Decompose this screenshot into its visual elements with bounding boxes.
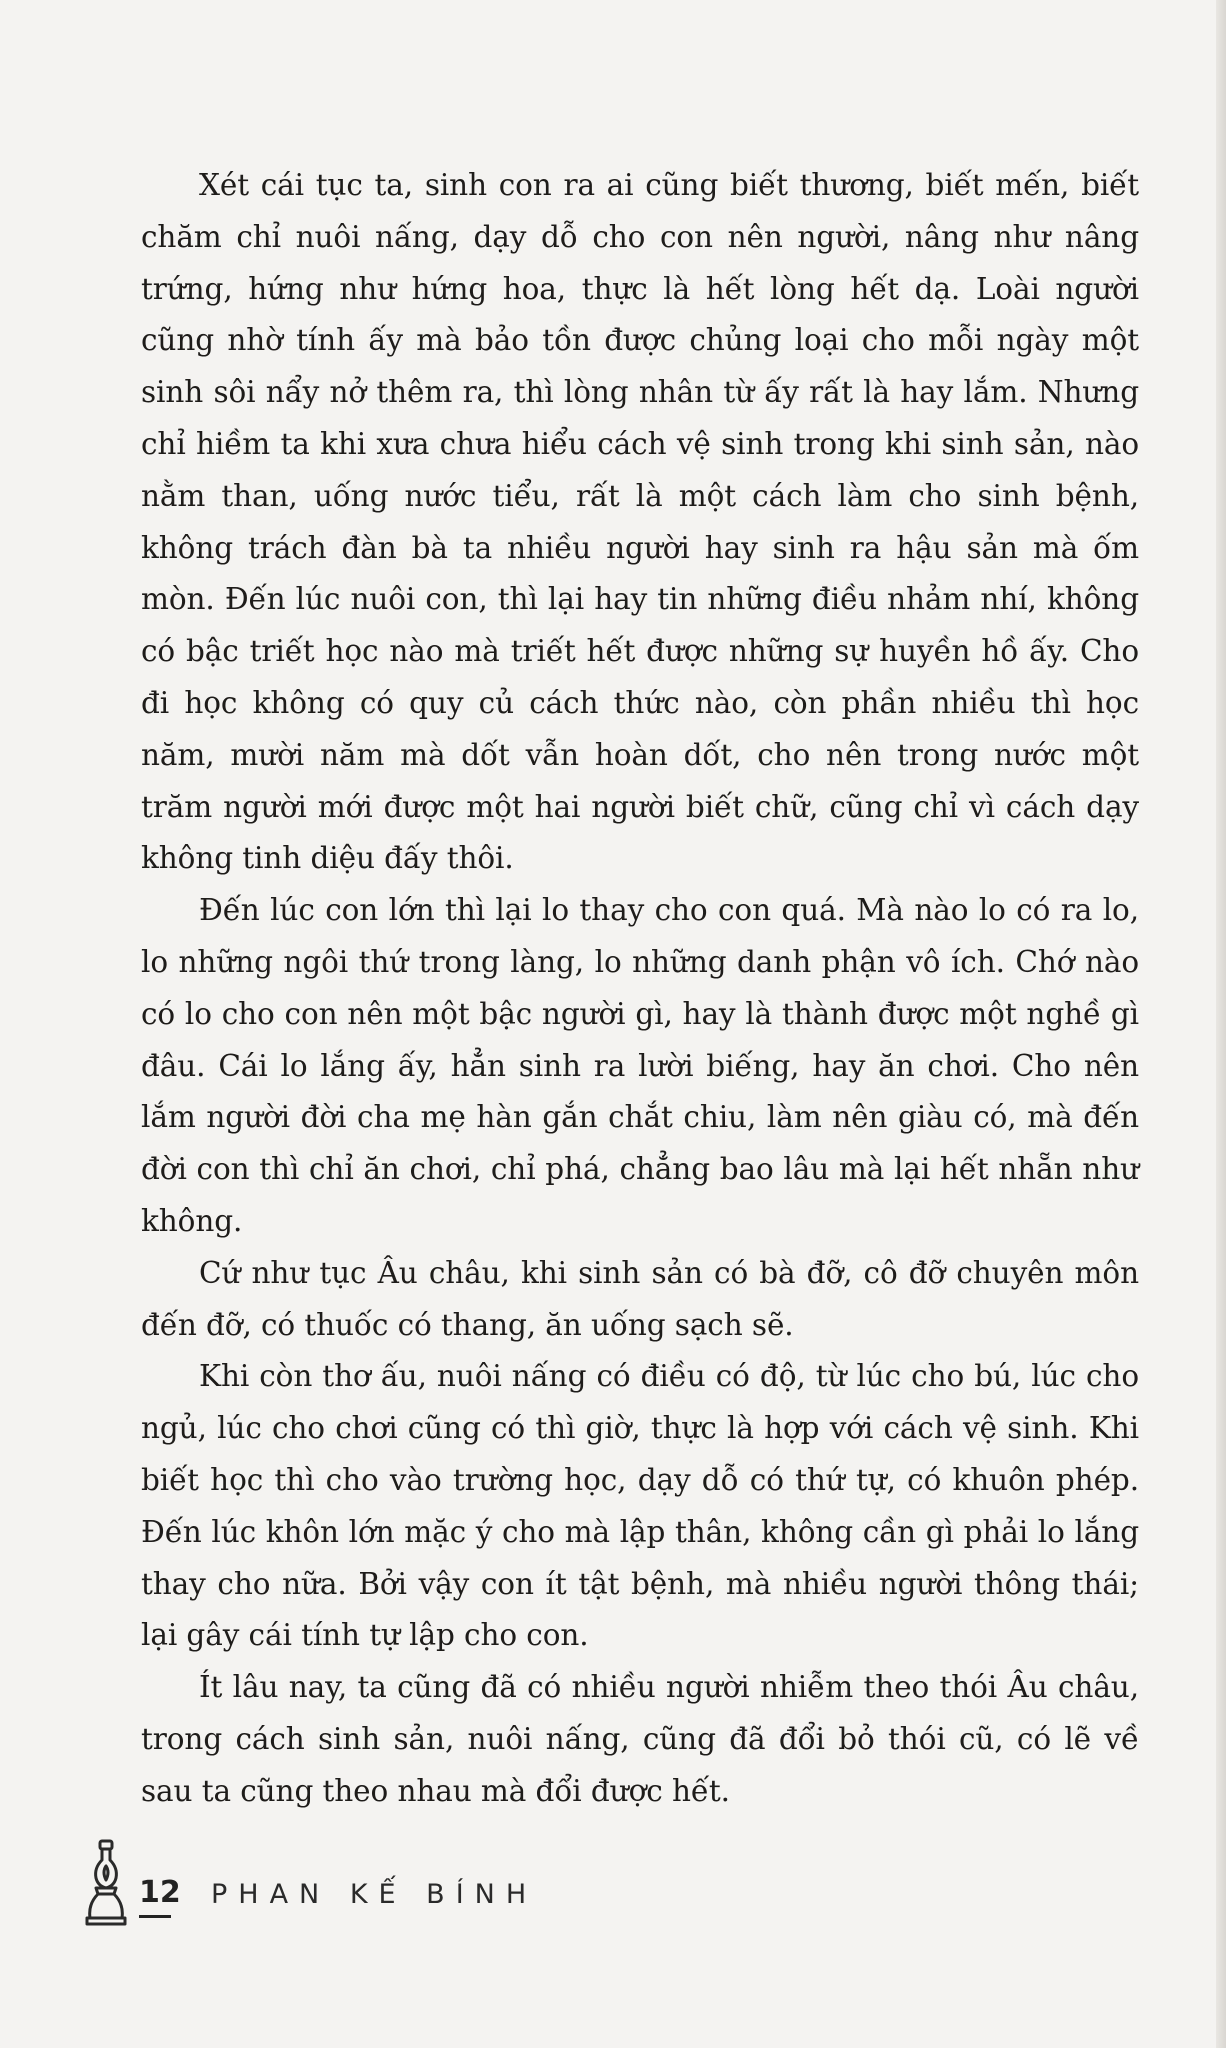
- page-number-underline: [139, 1915, 171, 1918]
- page-footer: [84, 1838, 584, 1928]
- running-footer-author: PHAN KẾ BÍNH: [211, 1879, 538, 1910]
- paragraph: Ít lâu nay, ta cũng đã có nhiều người nhiễm theo thói Âu châu, trong cách sinh sản, nuôi nấng, cũng đã đổi bỏ thói cũ, có lẽ về sau ta cũng theo nhau mà đổi được hết.: [141, 1670, 1139, 1808]
- paragraph: Cứ như tục Âu châu, khi sinh sản có bà đỡ, cô đỡ chuyên môn đến đỡ, có thuốc có thang, ăn uống sạch sẽ.: [141, 1255, 1139, 1342]
- body-text: [141, 160, 1139, 1818]
- oil-lamp-icon: [84, 1838, 130, 1928]
- paragraph: Xét cái tục ta, sinh con ra ai cũng biết thương, biết mến, biết chăm chỉ nuôi nấng, dạy dỗ cho con nên người, nâng như nâng trứng, hứng như hứng hoa, thực là hết lòng hết dạ. Loài người cũng nhờ tính ấy mà bảo tồn được chủng loại cho mỗi ngày một sinh sôi nẩy nở thêm ra, thì lòng nhân từ ấy rất là hay lắm. Nhưng chỉ hiềm ta khi xưa chưa hiểu cách vệ sinh trong khi sinh sản, nào nằm than, uống nước tiểu, rất là một cách làm cho sinh bệnh, không trách đàn bà ta nhiều người hay sinh ra hậu sản mà ốm mòn. Đến lúc nuôi con, thì lại hay tin những điều nhảm nhí, không có bậc triết học nào mà triết hết được những sự huyền hồ ấy. Cho đi học không có quy củ cách thức nào, còn phần nhiều thì học năm, mười năm mà dốt vẫn hoàn dốt, cho nên trong nước một trăm người mới được một hai người biết chữ, cũng chỉ vì cách dạy không tinh diệu đấy thôi.: [141, 168, 1139, 876]
- paragraph: Khi còn thơ ấu, nuôi nấng có điều có độ, từ lúc cho bú, lúc cho ngủ, lúc cho chơi cũng có thì giờ, thực là hợp với cách vệ sinh. Khi biết học thì cho vào trường học, dạy dỗ có thứ tự, có khuôn phép. Đến lúc khôn lớn mặc ý cho mà lập thân, không cần gì phải lo lắng thay cho nữa. Bởi vậy con ít tật bệnh, mà nhiều người thông thái; lại gây cái tính tự lập cho con.: [141, 1359, 1139, 1653]
- page-edge: [1216, 0, 1226, 2048]
- paragraph: Đến lúc con lớn thì lại lo thay cho con quá. Mà nào lo có ra lo, lo những ngôi thứ trong làng, lo những danh phận vô ích. Chớ nào có lo cho con nên một bậc người gì, hay là thành được một nghề gì đâu. Cái lo lắng ấy, hẳn sinh ra lười biếng, hay ăn chơi. Cho nên lắm người đời cha mẹ hàn gắn chắt chiu, làm nên giàu có, mà đến đời con thì chỉ ăn chơi, chỉ phá, chẳng bao lâu mà lại hết nhẵn như không.: [141, 893, 1139, 1238]
- page-number: 12: [139, 1875, 181, 1910]
